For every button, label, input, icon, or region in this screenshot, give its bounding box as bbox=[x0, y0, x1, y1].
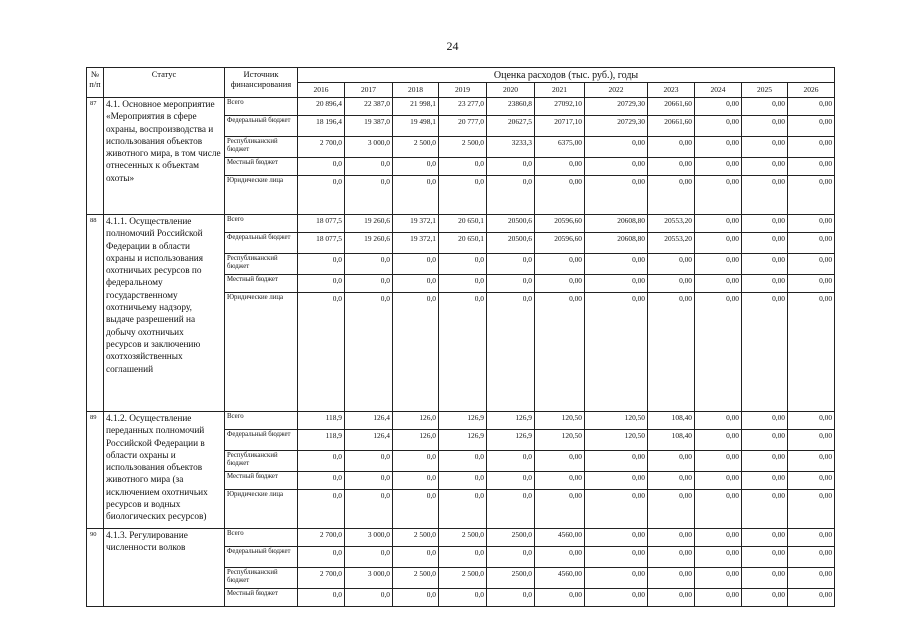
value-cell: 0,0 bbox=[487, 589, 535, 607]
source-cell: Федеральный бюджет bbox=[225, 233, 298, 254]
value-cell: 0,0 bbox=[487, 472, 535, 490]
table-row bbox=[87, 529, 835, 547]
table-row bbox=[87, 215, 835, 233]
status-cell: 4.1.2. Осуществление переданных полномочий Российской Федерации в области охраны и использования объектов животного мира (за исключением охотничьих ресурсов и водных биологических ресурсов) bbox=[104, 412, 225, 529]
value-cell: 20596,60 bbox=[535, 215, 585, 233]
row-number: 88 bbox=[87, 215, 104, 412]
value-cell: 0,0 bbox=[393, 176, 439, 215]
value-cell: 0,00 bbox=[585, 275, 648, 293]
value-cell: 0,0 bbox=[345, 293, 393, 412]
value-cell: 0,00 bbox=[742, 430, 788, 451]
value-cell: 20729,30 bbox=[585, 98, 648, 116]
value-cell: 23 277,0 bbox=[439, 98, 487, 116]
value-cell: 22 387,0 bbox=[345, 98, 393, 116]
value-cell: 0,00 bbox=[535, 547, 585, 568]
value-cell: 19 260,6 bbox=[345, 215, 393, 233]
value-cell: 0,0 bbox=[393, 158, 439, 176]
value-cell: 0,0 bbox=[298, 472, 345, 490]
value-cell: 0,00 bbox=[535, 275, 585, 293]
value-cell: 0,00 bbox=[742, 116, 788, 137]
value-cell: 120,50 bbox=[585, 430, 648, 451]
value-cell: 0,0 bbox=[345, 490, 393, 529]
value-cell: 0,00 bbox=[695, 430, 742, 451]
value-cell: 0,0 bbox=[345, 547, 393, 568]
value-cell: 108,40 bbox=[648, 412, 695, 430]
value-cell: 20 896,4 bbox=[298, 98, 345, 116]
value-cell: 0,00 bbox=[535, 472, 585, 490]
value-cell: 20500,6 bbox=[487, 215, 535, 233]
value-cell: 6375,00 bbox=[535, 137, 585, 158]
value-cell: 0,0 bbox=[298, 293, 345, 412]
value-cell: 0,00 bbox=[535, 158, 585, 176]
value-cell: 126,4 bbox=[345, 430, 393, 451]
table-row bbox=[87, 412, 835, 430]
value-cell: 0,00 bbox=[695, 568, 742, 589]
value-cell: 0,0 bbox=[439, 158, 487, 176]
value-cell: 0,00 bbox=[695, 275, 742, 293]
value-cell: 2500,0 bbox=[487, 529, 535, 547]
value-cell: 0,00 bbox=[535, 451, 585, 472]
value-cell: 0,0 bbox=[439, 293, 487, 412]
status-cell: 4.1.1. Осуществление полномочий Российской Федерации в области охраны и использования охотничьих ресурсов по федеральному государственному охотничьему надзору, выдаче разрешений на добычу охотничьих ресурсов и заключению охотхозяйственных соглашений bbox=[104, 215, 225, 412]
status-cell: 4.1.3. Регулирование численности волков bbox=[104, 529, 225, 607]
value-cell: 2500,0 bbox=[487, 568, 535, 589]
year-header: 2016 bbox=[298, 83, 345, 98]
value-cell: 3 000,0 bbox=[345, 529, 393, 547]
value-cell: 0,00 bbox=[788, 529, 835, 547]
value-cell: 0,00 bbox=[585, 254, 648, 275]
value-cell: 3 000,0 bbox=[345, 137, 393, 158]
value-cell: 0,0 bbox=[298, 176, 345, 215]
source-cell: Местный бюджет bbox=[225, 158, 298, 176]
value-cell: 0,0 bbox=[393, 490, 439, 529]
value-cell: 2 700,0 bbox=[298, 568, 345, 589]
value-cell: 0,00 bbox=[788, 490, 835, 529]
value-cell: 0,00 bbox=[585, 529, 648, 547]
header-num: № п/п bbox=[87, 68, 104, 98]
year-header: 2022 bbox=[585, 83, 648, 98]
value-cell: 0,0 bbox=[439, 589, 487, 607]
value-cell: 0,0 bbox=[298, 547, 345, 568]
value-cell: 0,0 bbox=[345, 472, 393, 490]
source-cell: Республиканский бюджет bbox=[225, 137, 298, 158]
value-cell: 0,00 bbox=[648, 137, 695, 158]
value-cell: 2 700,0 bbox=[298, 137, 345, 158]
value-cell: 126,9 bbox=[439, 430, 487, 451]
value-cell: 126,4 bbox=[345, 412, 393, 430]
value-cell: 118,9 bbox=[298, 430, 345, 451]
value-cell: 20 650,1 bbox=[439, 233, 487, 254]
value-cell: 0,00 bbox=[695, 529, 742, 547]
value-cell: 0,00 bbox=[788, 589, 835, 607]
source-cell: Юридические лица bbox=[225, 293, 298, 412]
value-cell: 0,00 bbox=[788, 275, 835, 293]
value-cell: 0,00 bbox=[585, 158, 648, 176]
value-cell: 0,0 bbox=[487, 490, 535, 529]
value-cell: 118,9 bbox=[298, 412, 345, 430]
value-cell: 19 372,1 bbox=[393, 215, 439, 233]
value-cell: 0,00 bbox=[695, 451, 742, 472]
value-cell: 0,00 bbox=[742, 472, 788, 490]
value-cell: 23860,8 bbox=[487, 98, 535, 116]
value-cell: 0,00 bbox=[695, 589, 742, 607]
value-cell: 0,00 bbox=[648, 568, 695, 589]
value-cell: 0,0 bbox=[393, 472, 439, 490]
value-cell: 0,0 bbox=[393, 254, 439, 275]
value-cell: 0,00 bbox=[742, 451, 788, 472]
value-cell: 0,0 bbox=[439, 472, 487, 490]
value-cell: 0,00 bbox=[788, 293, 835, 412]
value-cell: 0,00 bbox=[788, 451, 835, 472]
value-cell: 0,00 bbox=[742, 589, 788, 607]
value-cell: 0,00 bbox=[585, 293, 648, 412]
value-cell: 0,0 bbox=[393, 589, 439, 607]
value-cell: 0,0 bbox=[298, 589, 345, 607]
value-cell: 0,0 bbox=[393, 547, 439, 568]
value-cell: 0,0 bbox=[298, 490, 345, 529]
value-cell: 0,00 bbox=[648, 529, 695, 547]
value-cell: 126,0 bbox=[393, 430, 439, 451]
value-cell: 0,00 bbox=[742, 293, 788, 412]
source-cell: Федеральный бюджет bbox=[225, 547, 298, 568]
value-cell: 3 000,0 bbox=[345, 568, 393, 589]
value-cell: 0,0 bbox=[439, 275, 487, 293]
value-cell: 0,00 bbox=[585, 568, 648, 589]
value-cell: 20627,5 bbox=[487, 116, 535, 137]
value-cell: 0,00 bbox=[585, 490, 648, 529]
value-cell: 0,00 bbox=[535, 176, 585, 215]
value-cell: 0,0 bbox=[487, 176, 535, 215]
value-cell: 2 500,0 bbox=[439, 137, 487, 158]
value-cell: 2 500,0 bbox=[393, 529, 439, 547]
value-cell: 0,00 bbox=[788, 176, 835, 215]
value-cell: 0,00 bbox=[648, 254, 695, 275]
value-cell: 19 387,0 bbox=[345, 116, 393, 137]
source-cell: Всего bbox=[225, 529, 298, 547]
value-cell: 0,00 bbox=[788, 430, 835, 451]
year-header: 2023 bbox=[648, 83, 695, 98]
source-cell: Местный бюджет bbox=[225, 589, 298, 607]
value-cell: 0,0 bbox=[345, 275, 393, 293]
value-cell: 0,00 bbox=[742, 529, 788, 547]
value-cell: 0,0 bbox=[298, 158, 345, 176]
value-cell: 0,00 bbox=[648, 293, 695, 412]
value-cell: 0,00 bbox=[788, 137, 835, 158]
value-cell: 0,0 bbox=[439, 176, 487, 215]
value-cell: 4560,00 bbox=[535, 529, 585, 547]
value-cell: 120,50 bbox=[535, 412, 585, 430]
value-cell: 0,00 bbox=[695, 254, 742, 275]
value-cell: 0,00 bbox=[585, 451, 648, 472]
value-cell: 126,0 bbox=[393, 412, 439, 430]
value-cell: 0,0 bbox=[345, 451, 393, 472]
source-cell: Местный бюджет bbox=[225, 275, 298, 293]
value-cell: 0,00 bbox=[585, 547, 648, 568]
value-cell: 0,00 bbox=[648, 451, 695, 472]
value-cell: 0,00 bbox=[742, 176, 788, 215]
value-cell: 0,00 bbox=[742, 158, 788, 176]
value-cell: 0,00 bbox=[788, 158, 835, 176]
source-cell: Всего bbox=[225, 98, 298, 116]
source-cell: Республиканский бюджет bbox=[225, 254, 298, 275]
value-cell: 0,00 bbox=[742, 547, 788, 568]
value-cell: 0,0 bbox=[487, 293, 535, 412]
value-cell: 0,00 bbox=[585, 176, 648, 215]
value-cell: 0,0 bbox=[298, 275, 345, 293]
value-cell: 4560,00 bbox=[535, 568, 585, 589]
value-cell: 0,00 bbox=[788, 116, 835, 137]
value-cell: 18 077,5 bbox=[298, 215, 345, 233]
value-cell: 0,00 bbox=[695, 176, 742, 215]
header-status: Статус bbox=[104, 68, 225, 98]
value-cell: 126,9 bbox=[487, 412, 535, 430]
value-cell: 0,00 bbox=[535, 254, 585, 275]
value-cell: 21 998,1 bbox=[393, 98, 439, 116]
year-header: 2019 bbox=[439, 83, 487, 98]
value-cell: 0,00 bbox=[535, 490, 585, 529]
row-number: 90 bbox=[87, 529, 104, 607]
value-cell: 0,0 bbox=[345, 254, 393, 275]
source-cell: Федеральный бюджет bbox=[225, 116, 298, 137]
value-cell: 0,00 bbox=[695, 137, 742, 158]
value-cell: 0,00 bbox=[648, 547, 695, 568]
value-cell: 0,0 bbox=[487, 451, 535, 472]
source-cell: Всего bbox=[225, 215, 298, 233]
value-cell: 0,00 bbox=[788, 547, 835, 568]
value-cell: 0,00 bbox=[695, 490, 742, 529]
value-cell: 0,0 bbox=[345, 176, 393, 215]
value-cell: 0,00 bbox=[695, 412, 742, 430]
value-cell: 19 372,1 bbox=[393, 233, 439, 254]
value-cell: 0,0 bbox=[487, 275, 535, 293]
page-number: 24 bbox=[446, 39, 459, 53]
row-number: 89 bbox=[87, 412, 104, 529]
value-cell: 0,00 bbox=[788, 233, 835, 254]
value-cell: 20608,80 bbox=[585, 215, 648, 233]
value-cell: 0,00 bbox=[742, 137, 788, 158]
year-header: 2024 bbox=[695, 83, 742, 98]
value-cell: 0,00 bbox=[695, 472, 742, 490]
value-cell: 0,00 bbox=[648, 176, 695, 215]
value-cell: 19 260,6 bbox=[345, 233, 393, 254]
value-cell: 20608,80 bbox=[585, 233, 648, 254]
source-cell: Местный бюджет bbox=[225, 472, 298, 490]
value-cell: 0,00 bbox=[695, 547, 742, 568]
value-cell: 0,00 bbox=[535, 589, 585, 607]
year-header: 2020 bbox=[487, 83, 535, 98]
value-cell: 18 077,5 bbox=[298, 233, 345, 254]
value-cell: 0,0 bbox=[393, 451, 439, 472]
value-cell: 0,0 bbox=[298, 254, 345, 275]
value-cell: 120,50 bbox=[585, 412, 648, 430]
year-header: 2018 bbox=[393, 83, 439, 98]
value-cell: 0,00 bbox=[648, 589, 695, 607]
value-cell: 0,00 bbox=[742, 215, 788, 233]
source-cell: Республиканский бюджет bbox=[225, 568, 298, 589]
value-cell: 0,0 bbox=[439, 547, 487, 568]
value-cell: 2 700,0 bbox=[298, 529, 345, 547]
value-cell: 0,0 bbox=[393, 275, 439, 293]
value-cell: 0,00 bbox=[788, 254, 835, 275]
value-cell: 0,00 bbox=[648, 490, 695, 529]
value-cell: 3233,3 bbox=[487, 137, 535, 158]
value-cell: 0,00 bbox=[788, 98, 835, 116]
value-cell: 0,0 bbox=[487, 547, 535, 568]
value-cell: 0,00 bbox=[742, 490, 788, 529]
value-cell: 0,0 bbox=[439, 451, 487, 472]
value-cell: 120,50 bbox=[535, 430, 585, 451]
value-cell: 19 498,1 bbox=[393, 116, 439, 137]
value-cell: 0,0 bbox=[439, 490, 487, 529]
value-cell: 0,00 bbox=[742, 568, 788, 589]
value-cell: 0,0 bbox=[345, 158, 393, 176]
value-cell: 20553,20 bbox=[648, 233, 695, 254]
value-cell: 0,00 bbox=[695, 98, 742, 116]
value-cell: 0,0 bbox=[487, 158, 535, 176]
value-cell: 0,00 bbox=[742, 275, 788, 293]
value-cell: 0,0 bbox=[393, 293, 439, 412]
year-header: 2021 bbox=[535, 83, 585, 98]
source-cell: Юридические лица bbox=[225, 176, 298, 215]
value-cell: 27092,10 bbox=[535, 98, 585, 116]
source-cell: Юридические лица bbox=[225, 490, 298, 529]
value-cell: 2 500,0 bbox=[393, 137, 439, 158]
year-header: 2017 bbox=[345, 83, 393, 98]
value-cell: 0,00 bbox=[788, 568, 835, 589]
value-cell: 0,00 bbox=[742, 98, 788, 116]
value-cell: 20729,30 bbox=[585, 116, 648, 137]
table-body bbox=[87, 98, 835, 607]
value-cell: 0,0 bbox=[487, 254, 535, 275]
value-cell: 108,40 bbox=[648, 430, 695, 451]
value-cell: 2 500,0 bbox=[439, 568, 487, 589]
value-cell: 0,00 bbox=[585, 472, 648, 490]
value-cell: 0,00 bbox=[535, 293, 585, 412]
value-cell: 0,00 bbox=[648, 472, 695, 490]
source-cell: Федеральный бюджет bbox=[225, 430, 298, 451]
year-header: 2026 bbox=[788, 83, 835, 98]
value-cell: 0,00 bbox=[742, 254, 788, 275]
value-cell: 0,00 bbox=[585, 589, 648, 607]
value-cell: 18 196,4 bbox=[298, 116, 345, 137]
value-cell: 20661,60 bbox=[648, 98, 695, 116]
value-cell: 20500,6 bbox=[487, 233, 535, 254]
value-cell: 0,00 bbox=[585, 137, 648, 158]
table-row bbox=[87, 98, 835, 116]
value-cell: 0,00 bbox=[648, 158, 695, 176]
value-cell: 0,00 bbox=[742, 233, 788, 254]
header-estimate: Оценка расходов (тыс. руб.), годы bbox=[298, 68, 835, 83]
value-cell: 20 777,0 bbox=[439, 116, 487, 137]
status-cell: 4.1. Основное мероприятие «Мероприятия в сфере охраны, воспроизводства и использования объектов животного мира, в том числе отнесенных к объектам охоты» bbox=[104, 98, 225, 215]
value-cell: 0,0 bbox=[345, 589, 393, 607]
value-cell: 20661,60 bbox=[648, 116, 695, 137]
value-cell: 0,00 bbox=[695, 233, 742, 254]
value-cell: 0,00 bbox=[648, 275, 695, 293]
value-cell: 126,9 bbox=[487, 430, 535, 451]
value-cell: 20553,20 bbox=[648, 215, 695, 233]
source-cell: Республиканский бюджет bbox=[225, 451, 298, 472]
value-cell: 0,00 bbox=[695, 158, 742, 176]
value-cell: 0,00 bbox=[695, 293, 742, 412]
value-cell: 0,00 bbox=[695, 116, 742, 137]
expenditure-table bbox=[86, 67, 835, 607]
value-cell: 0,0 bbox=[439, 254, 487, 275]
value-cell: 0,00 bbox=[788, 472, 835, 490]
year-header: 2025 bbox=[742, 83, 788, 98]
value-cell: 0,0 bbox=[298, 451, 345, 472]
value-cell: 0,00 bbox=[788, 412, 835, 430]
value-cell: 2 500,0 bbox=[439, 529, 487, 547]
value-cell: 0,00 bbox=[788, 215, 835, 233]
value-cell: 20717,10 bbox=[535, 116, 585, 137]
value-cell: 2 500,0 bbox=[393, 568, 439, 589]
value-cell: 0,00 bbox=[742, 412, 788, 430]
header-source: Источник финансирования bbox=[225, 68, 298, 98]
table-header bbox=[87, 68, 835, 98]
value-cell: 0,00 bbox=[695, 215, 742, 233]
value-cell: 20 650,1 bbox=[439, 215, 487, 233]
value-cell: 20596,60 bbox=[535, 233, 585, 254]
source-cell: Всего bbox=[225, 412, 298, 430]
value-cell: 126,9 bbox=[439, 412, 487, 430]
row-number: 87 bbox=[87, 98, 104, 215]
